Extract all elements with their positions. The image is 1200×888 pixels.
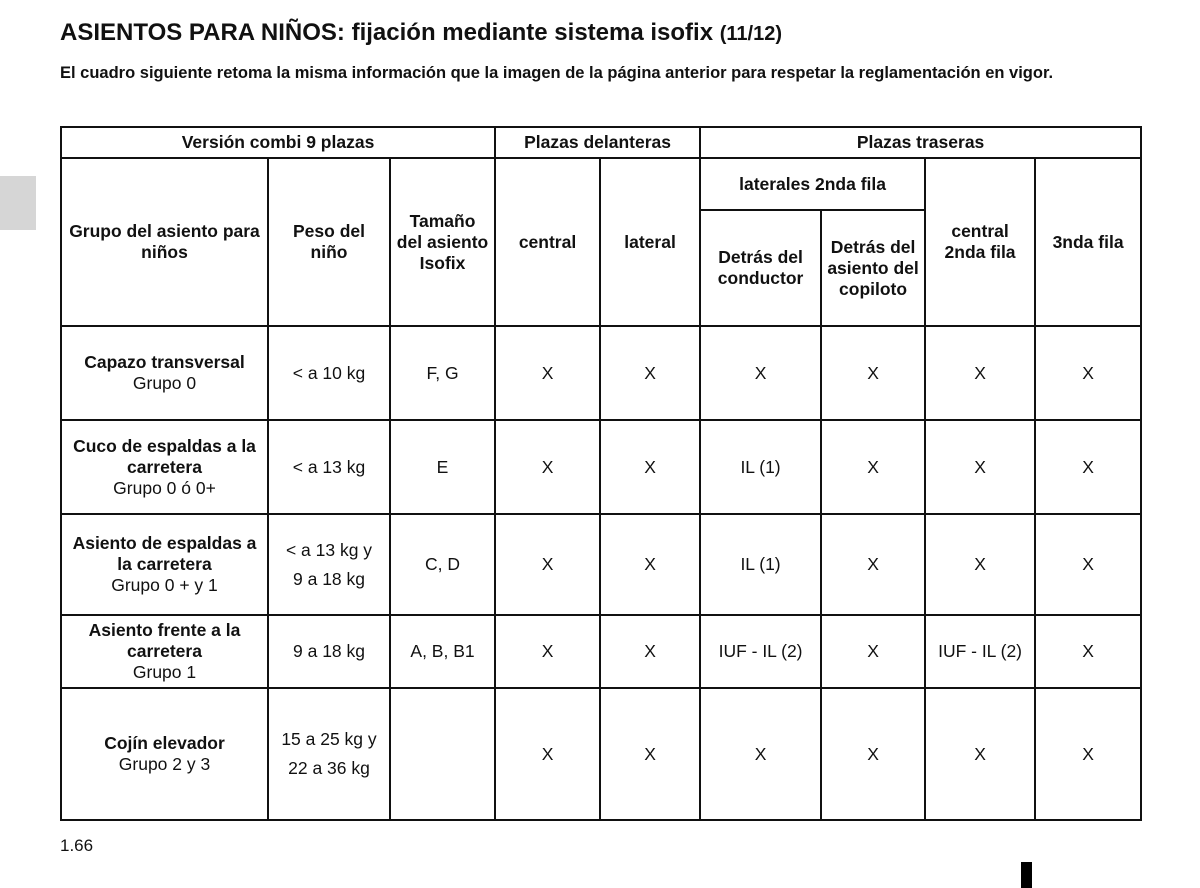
behind-passenger-cell: X xyxy=(821,514,925,615)
header-behind-passenger: Detrás del asiento del copiloto xyxy=(821,210,925,326)
header-group: Grupo del asiento para niños xyxy=(61,158,268,326)
central-2nd-row-cell: IUF - IL (2) xyxy=(925,615,1035,688)
weight-line: < a 13 kg y xyxy=(285,539,373,560)
group-subtitle: Grupo 0 ó 0+ xyxy=(113,477,216,498)
header-front-central: central xyxy=(495,158,600,326)
weight-cell: < a 10 kg xyxy=(268,326,390,420)
group-subtitle: Grupo 0 xyxy=(132,373,197,393)
weight-cell: 9 a 18 kg xyxy=(268,615,390,688)
weight-cell xyxy=(268,514,390,615)
front-central-cell: X xyxy=(495,420,600,514)
weight-line: 22 a 36 kg xyxy=(288,758,370,778)
weight-line: 9 a 18 kg xyxy=(293,568,365,589)
behind-driver-cell: X xyxy=(700,326,821,420)
group-cell xyxy=(61,326,268,420)
behind-driver-cell: IL (1) xyxy=(700,420,821,514)
central-2nd-row-cell: X xyxy=(925,688,1035,820)
front-central-cell: X xyxy=(495,326,600,420)
header-version: Versión combi 9 plazas xyxy=(61,127,495,158)
isofix-size-cell: A, B, B1 xyxy=(390,615,495,688)
third-row-cell: X xyxy=(1035,326,1141,420)
isofix-size-cell xyxy=(390,688,495,820)
front-lateral-cell: X xyxy=(600,420,700,514)
group-cell xyxy=(61,688,268,820)
behind-driver-cell: IL (1) xyxy=(700,514,821,615)
third-row-cell: X xyxy=(1035,514,1141,615)
header-front-seats: Plazas delanteras xyxy=(495,127,700,158)
behind-passenger-cell: X xyxy=(821,326,925,420)
front-central-cell: X xyxy=(495,688,600,820)
table-row xyxy=(61,420,1141,514)
third-row-cell: X xyxy=(1035,420,1141,514)
header-behind-driver: Detrás del conductor xyxy=(700,210,821,326)
page-title-text: ASIENTOS PARA NIÑOS: fijación mediante sistema isofix xyxy=(60,19,714,46)
central-2nd-row-cell: X xyxy=(925,326,1035,420)
group-cell xyxy=(61,615,268,688)
page-number: 1.66 xyxy=(60,836,94,855)
third-row-cell: X xyxy=(1035,615,1141,688)
behind-passenger-cell: X xyxy=(821,420,925,514)
table-row xyxy=(61,326,1141,420)
header-weight: Peso del niño xyxy=(268,158,390,326)
front-lateral-cell: X xyxy=(600,688,700,820)
header-third-row: 3nda fila xyxy=(1035,158,1141,326)
page-title-suffix: (11/12) xyxy=(719,23,782,45)
group-name: Capazo transversal xyxy=(84,352,245,372)
group-name: Cuco de espaldas a la carretera xyxy=(73,435,256,477)
group-subtitle: Grupo 2 y 3 xyxy=(118,754,211,774)
isofix-size-cell: E xyxy=(390,420,495,514)
weight-cell: < a 13 kg xyxy=(268,420,390,514)
behind-driver-cell: X xyxy=(700,688,821,820)
group-name: Cojín elevador xyxy=(104,733,225,753)
isofix-table xyxy=(60,126,1142,821)
front-lateral-cell: X xyxy=(600,514,700,615)
behind-passenger-cell: X xyxy=(821,615,925,688)
weight-line: 15 a 25 kg y xyxy=(281,729,377,749)
central-2nd-row-cell: X xyxy=(925,514,1035,615)
weight-cell xyxy=(268,688,390,820)
group-cell xyxy=(61,420,268,514)
front-lateral-cell: X xyxy=(600,615,700,688)
behind-passenger-cell: X xyxy=(821,688,925,820)
header-rear-seats: Plazas traseras xyxy=(700,127,1141,158)
header-rear-lateral-2nd-row: laterales 2nda fila xyxy=(700,158,925,210)
third-row-cell: X xyxy=(1035,688,1141,820)
header-front-lateral: lateral xyxy=(600,158,700,326)
front-lateral-cell: X xyxy=(600,326,700,420)
front-central-cell: X xyxy=(495,514,600,615)
header-isofix-size: Tamaño del asiento Isofix xyxy=(390,158,495,326)
group-name: Asiento de espaldas a la carretera xyxy=(72,533,257,574)
isofix-size-cell: C, D xyxy=(390,514,495,615)
central-2nd-row-cell: X xyxy=(925,420,1035,514)
table-row xyxy=(61,688,1141,820)
header-row-top xyxy=(61,127,1141,158)
table-row xyxy=(61,514,1141,615)
corner-marker xyxy=(1021,862,1032,888)
header-row-middle xyxy=(61,158,1141,210)
side-tab-marker xyxy=(0,176,36,230)
header-central-2nd-row: central 2nda fila xyxy=(925,158,1035,326)
group-cell xyxy=(61,514,268,615)
behind-driver-cell: IUF - IL (2) xyxy=(700,615,821,688)
page-title xyxy=(60,19,782,47)
isofix-size-cell: F, G xyxy=(390,326,495,420)
group-subtitle: Grupo 1 xyxy=(132,662,197,682)
table-row xyxy=(61,615,1141,688)
group-subtitle: Grupo 0 + y 1 xyxy=(111,575,218,595)
intro-paragraph: El cuadro siguiente retoma la misma información que la imagen de la página anterior para respetar la reglamentación en vigor. xyxy=(60,64,1054,82)
front-central-cell: X xyxy=(495,615,600,688)
group-name: Asiento frente a la carretera xyxy=(88,620,241,661)
